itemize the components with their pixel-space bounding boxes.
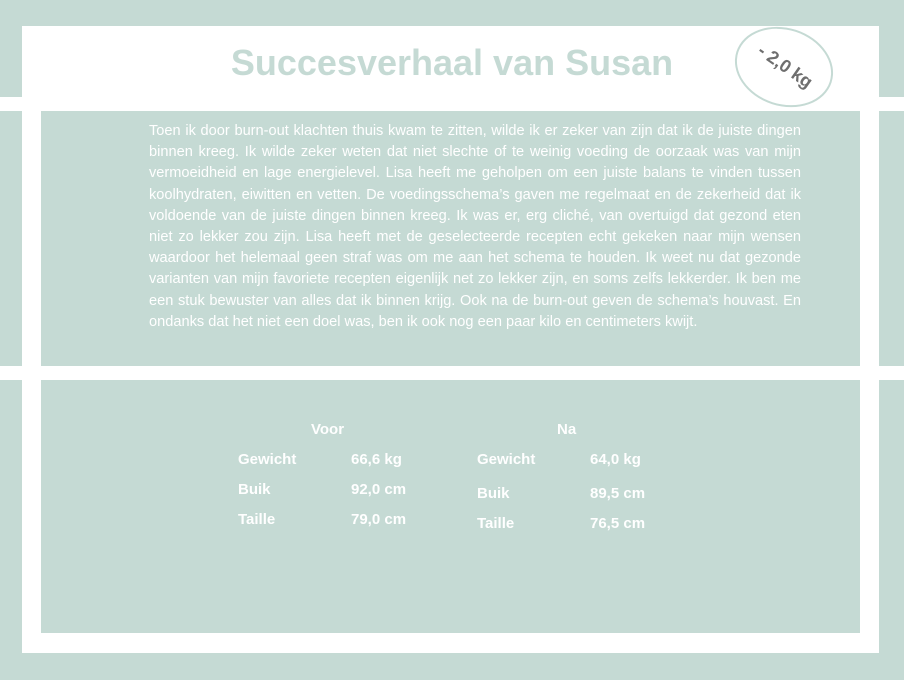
after-waist-value: 76,5 cm: [590, 515, 646, 532]
divider-band: [0, 366, 22, 380]
before-waist-value: 79,0 cm: [351, 511, 407, 528]
before-belly-label: Buik: [238, 481, 271, 498]
after-belly-value: 89,5 cm: [590, 485, 646, 502]
before-belly-value: 92,0 cm: [351, 481, 407, 498]
before-weight-value: 66,6 kg: [351, 451, 402, 468]
divider-band: [879, 97, 904, 111]
page-title: Succesverhaal van Susan: [230, 42, 674, 83]
after-waist-label: Taille: [477, 515, 515, 532]
before-heading: Voor: [311, 421, 345, 438]
stats-panel: [41, 380, 860, 633]
divider-band: [879, 366, 904, 380]
before-weight-label: Gewicht: [238, 451, 297, 468]
after-heading: Na: [557, 421, 577, 438]
weight-loss-badge-label: - 2,0 kg: [754, 40, 817, 93]
after-belly-label: Buik: [477, 485, 510, 502]
divider-band: [0, 97, 22, 111]
story-text: Toen ik door burn-out klachten thuis kwam te zitten, wilde ik er zeker van zijn dat ik de juiste dingen binnen kreeg. Ik wilde zeker weten dat niet slechte of te weinig voeding de oorzaak was van mijn vermoeidheid en lage energielevel. Lisa heeft me geholpen om een juiste balans te vinden tussen koolhydraten, eiwitten en vetten. De voedingsschema’s gaven me regelmaat en de zekerheid dat ik voldoende van de juiste dingen binnen kreeg. Ik was er, erg cliché, van overtuigd dat gezond eten niet zo lekker zou zijn. Lisa heeft met de geselecteerde recepten echt gekeken naar mijn wensen waardoor het helemaal geen straf was om me aan het schema te houden. Ik weet nu dat gezonde varianten van mijn favoriete recepten eigenlijk net zo lekker zijn, en soms zelfs lekkerder. Ik ben me een stuk bewuster van alles dat ik binnen krijg. Ook na de burn-out geven de schema’s houvast. En ondanks dat het niet een doel was, ben ik ook nog een paar kilo en centimeters kwijt.: [149, 123, 801, 330]
before-waist-label: Taille: [238, 511, 276, 528]
after-weight-label: Gewicht: [477, 451, 536, 468]
after-weight-value: 64,0 kg: [590, 451, 641, 468]
